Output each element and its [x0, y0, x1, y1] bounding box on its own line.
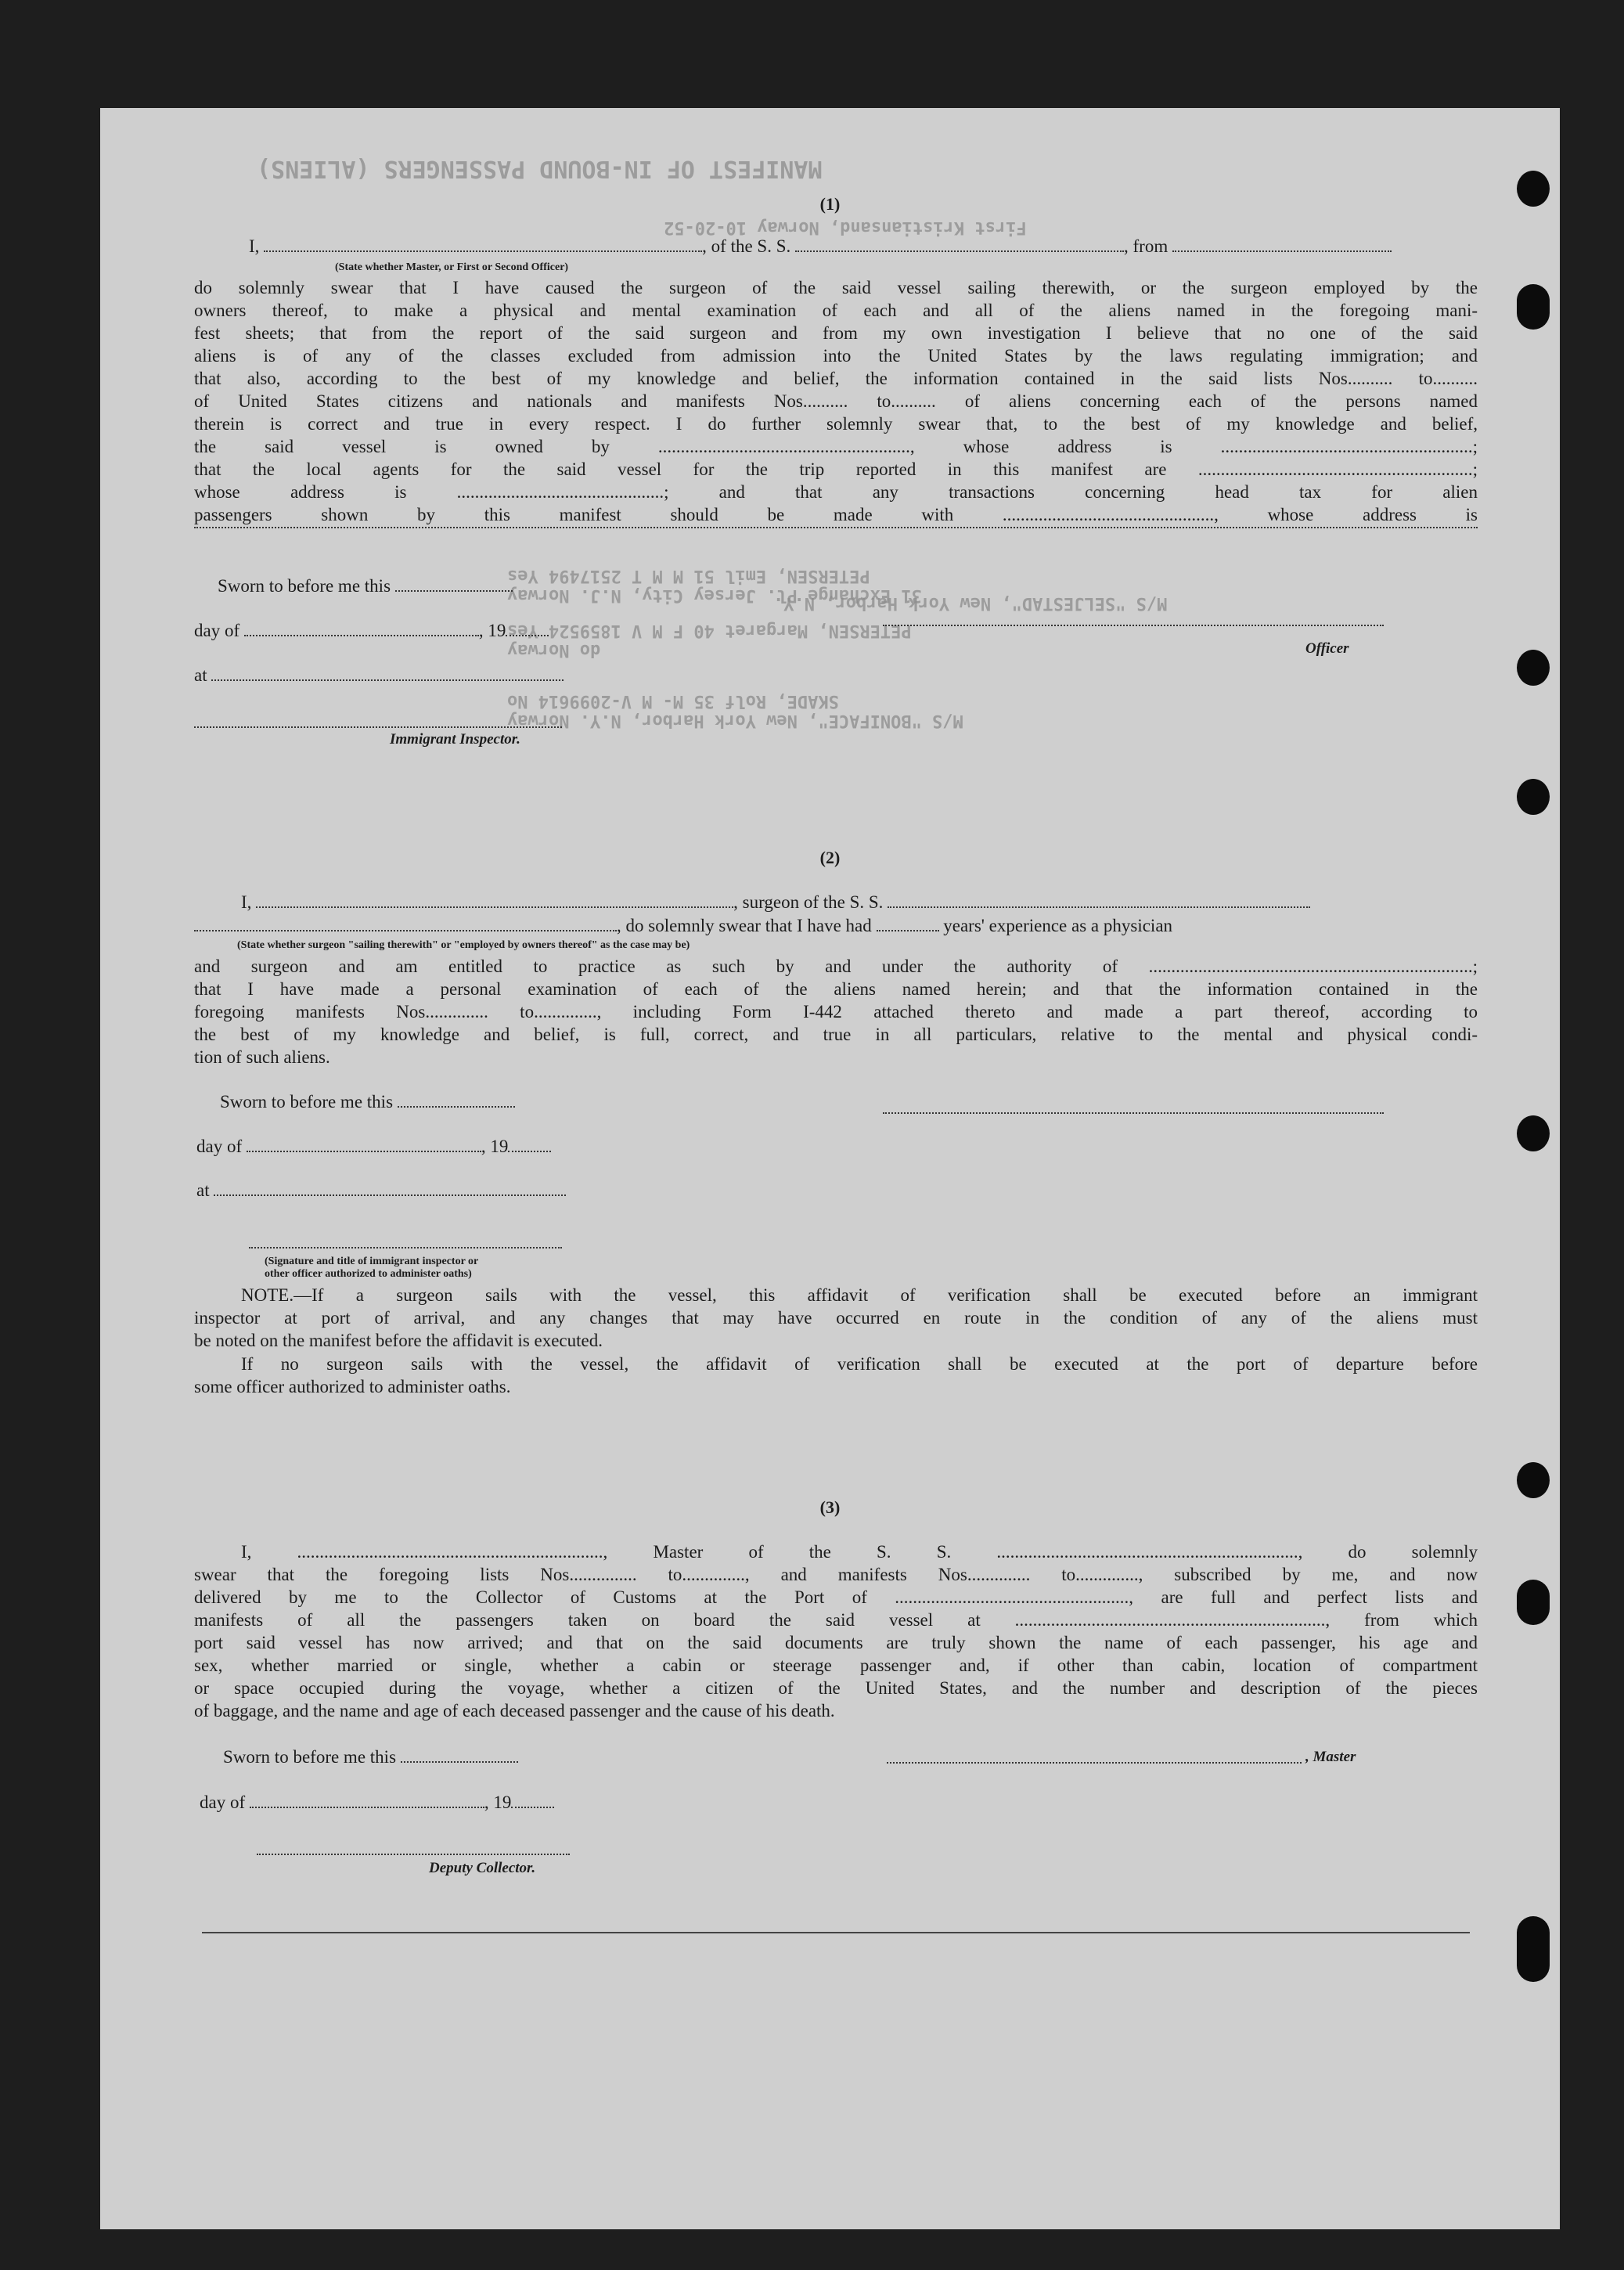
signature-note: (Signature and title of immigrant inspector or	[265, 1256, 479, 1267]
address-line	[194, 527, 1478, 528]
text-line: port said vessel has now arrived; and that on the said documents are truly shown the name of each passenger, his age and	[194, 1633, 1478, 1652]
day-of-label: day of , 19	[196, 1137, 551, 1157]
section2-line2: , do solemnly swear that I have had years' experience as a physician	[194, 914, 1478, 938]
officer-signature-line	[883, 625, 1384, 626]
inspector-signature-line	[194, 726, 562, 728]
bleed-through-owner-line: M/S "SELJESTAD", New York Harbor, N.Y.	[773, 593, 1168, 613]
punch-hole	[1517, 650, 1550, 686]
surgeon-note: (State whether surgeon "sailing therewith" or "employed by owners thereof" as the case may be)	[237, 939, 690, 951]
bleed-through-row: PETERSEN, Emil 51 M M T 2517494 Yes	[507, 566, 870, 586]
sworn-label: Sworn to before me this	[218, 576, 513, 596]
note-line: inspector at port of arrival, and any changes that may have occurred en route in the condition of any of the aliens must	[194, 1308, 1478, 1328]
section-number: (1)	[819, 194, 841, 214]
punch-hole	[1517, 1462, 1550, 1498]
text-line: that I have made a personal examination of each of the aliens named herein; and that the information contained in the	[194, 979, 1478, 999]
text-line: and surgeon and am entitled to practice as such by and under the authority of ........................................................................;	[194, 957, 1478, 976]
text-line: therein is correct and true in every respect. I do further solemnly swear that, to the best of my knowledge and belief,	[194, 414, 1478, 434]
text-line: I, ...................................................................., Master of the S. S. ..................................................................., do solemnly	[241, 1542, 1478, 1562]
text-line: the best of my knowledge and belief, is full, correct, and true in all particulars, relative to the mental and physical condi-	[194, 1025, 1478, 1044]
note-line: some officer authorized to administer oaths.	[194, 1377, 511, 1396]
note-line: NOTE.—If a surgeon sails with the vessel, this affidavit of verification shall be executed before an immigrant	[241, 1285, 1478, 1305]
punch-hole	[1517, 779, 1550, 815]
day-of-label: day of , 19	[194, 621, 549, 641]
bottom-rule	[202, 1932, 1470, 1933]
bleed-through-row: SKADE, Rolf 35 M- M V-2099614 No	[507, 691, 839, 711]
text-line: of United States citizens and nationals and manifests Nos.......... to.......... of aliens concerning each of the persons named	[194, 391, 1478, 411]
text-line: foregoing manifests Nos.............. to.............., including Form I-442 attached thereto and made a part thereof, according to	[194, 1002, 1478, 1022]
bleed-through-row: 31 Exchange Pl. Jersey City, N.J. Norway	[507, 586, 922, 605]
text-line: fest sheets; that from the report of the said surgeon and from my own investigation I believe that no one of the said	[194, 323, 1478, 343]
text-line: owners thereof, to make a physical and mental examination of each and all of the aliens named in the foregoing mani-	[194, 301, 1478, 320]
text-line: whose address is ..............................................; and that any transactions concerning head tax for alien	[194, 482, 1478, 502]
officer-note: (State whether Master, or First or Second Officer)	[335, 261, 569, 273]
master-signature-line	[887, 1762, 1302, 1764]
signature-note: other officer authorized to administer oaths)	[265, 1268, 472, 1280]
section1-opening: I, , of the S. S. , from	[249, 235, 1478, 258]
sworn-label: Sworn to before me this	[220, 1092, 515, 1112]
text-line: aliens is of any of the classes excluded from admission into the United States by the laws regulating immigration; and	[194, 346, 1478, 366]
inspector-signature-line	[249, 1247, 562, 1248]
master-label: , Master	[1305, 1749, 1356, 1765]
sworn-label: Sworn to before me this	[223, 1747, 518, 1767]
note-line: be noted on the manifest before the affidavit is executed.	[194, 1331, 603, 1350]
punch-hole	[1517, 1115, 1550, 1151]
punch-hole	[1517, 284, 1550, 330]
punch-hole	[1517, 1916, 1550, 1982]
collector-signature-line	[257, 1854, 570, 1855]
text-line: that the local agents for the said vessel for the trip reported in this manifest are .............................................................;	[194, 459, 1478, 479]
section-number: (3)	[819, 1497, 841, 1517]
text-line: or space occupied during the voyage, whether a citizen of the United States, and the number and description of the pieces	[194, 1678, 1478, 1698]
at-label: at	[196, 1180, 566, 1201]
text-line: tion of such aliens.	[194, 1047, 330, 1067]
bleed-through-row: PETERSEN, Margaret 40 F M V 1859524 Yes	[507, 621, 912, 640]
bleed-through-header: MANIFEST OF IN-BOUND PASSENGERS (ALIENS)	[257, 155, 823, 182]
text-line: manifests of all the passengers taken on board the said vessel at ....................................................................., from which	[194, 1610, 1478, 1630]
punch-hole	[1517, 1580, 1550, 1625]
surgeon-signature-line	[883, 1112, 1384, 1114]
section2-line1: I, , surgeon of the S. S.	[241, 891, 1478, 914]
inspector-label: Immigrant Inspector.	[390, 731, 520, 748]
day-of-label: day of , 19	[200, 1793, 554, 1813]
text-line: delivered by me to the Collector of Customs at the Port of ...................................................., are full and perfect lists and	[194, 1587, 1478, 1607]
text-line: do solemnly swear that I have caused the surgeon of the said vessel sailing therewith, or the surgeon employed by the	[194, 278, 1478, 297]
text-line: of baggage, and the name and age of each deceased passenger and the cause of his death.	[194, 1701, 835, 1721]
at-label: at	[194, 665, 564, 686]
text-line: swear that the foregoing lists Nos............... to.............., and manifests Nos.............. to.............., subscribed by me, and now	[194, 1565, 1478, 1584]
bleed-through-row: do Norway	[507, 640, 601, 660]
document-page	[100, 108, 1560, 2229]
bleed-through-ship-line: First Kristiansand, Norway 10-20-52	[664, 218, 1027, 237]
note-line: If no surgeon sails with the vessel, the affidavit of verification shall be executed at the port of departure before	[241, 1354, 1478, 1374]
text-line: that also, according to the best of my knowledge and belief, the information contained in the said lists Nos.......... to..........	[194, 369, 1478, 388]
deputy-collector-label: Deputy Collector.	[429, 1860, 536, 1876]
text-line: passengers shown by this manifest should be made with ..............................................., whose address is	[194, 505, 1478, 524]
officer-label: Officer	[1305, 640, 1349, 657]
text-line: the said vessel is owned by ........................................................, whose address is ........................................................;	[194, 437, 1478, 456]
text-line: sex, whether married or single, whether a cabin or steerage passenger and, if other than cabin, location of compartment	[194, 1656, 1478, 1675]
bleed-through-row: M/S "BONIFACE", New York Harbor, N.Y. Norway	[507, 711, 963, 730]
section-number: (2)	[819, 848, 841, 867]
